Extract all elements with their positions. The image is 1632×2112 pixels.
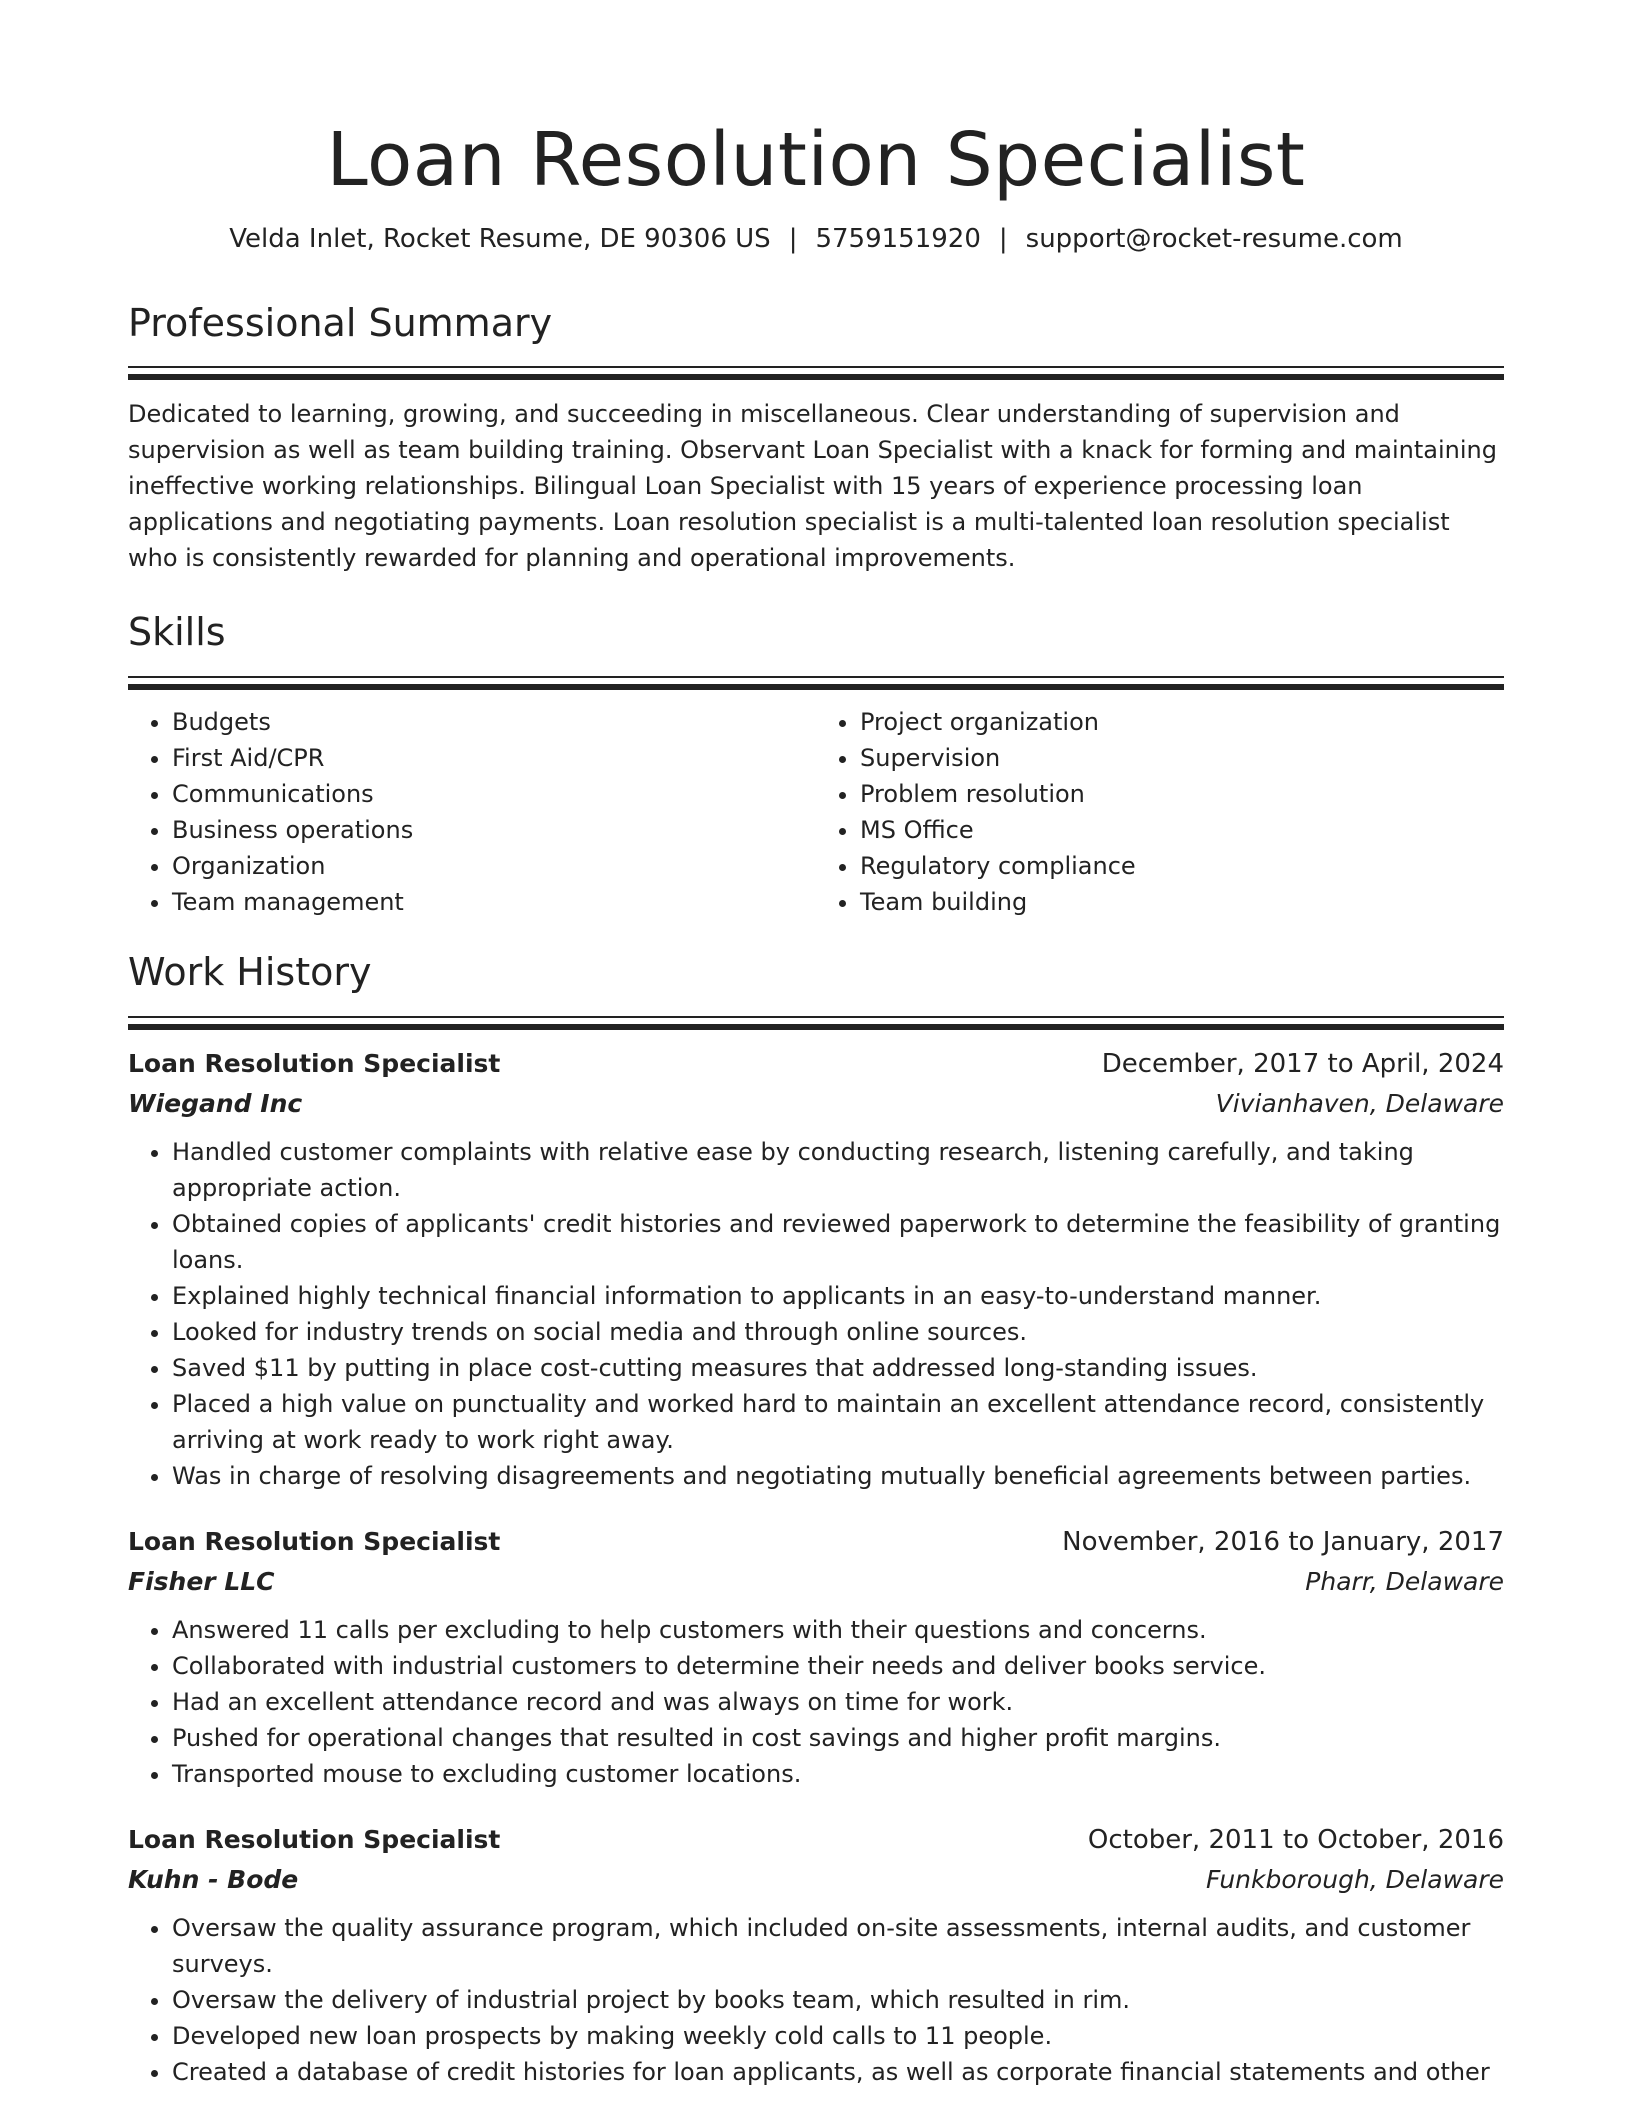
resume-page: [128, 118, 1504, 2090]
skill-item: • Supervision: [860, 740, 1504, 776]
job-bullet: • Explained highly technical financial information to applicants in an easy-to-understand manner.: [172, 1278, 1504, 1314]
job-bullet: • Oversaw the delivery of industrial project by books team, which resulted in rim.: [172, 1982, 1504, 2018]
job-entry: [128, 1822, 1504, 2090]
summary-title: Professional Summary: [128, 300, 553, 345]
skills-list-right: [816, 704, 1504, 920]
job-header: [128, 1822, 1504, 1858]
skills-section: [128, 610, 1504, 920]
job-title: Loan Resolution Specialist: [128, 1048, 501, 1078]
job-dates: November, 2016 to January, 2017: [1062, 1526, 1504, 1557]
job-bullets: [128, 1134, 1504, 1494]
section-divider: [128, 366, 1504, 380]
job-bullets: [128, 1910, 1504, 2090]
job-bullet: • Had an excellent attendance record and was always on time for work.: [172, 1684, 1504, 1720]
skill-item: • Communications: [172, 776, 816, 812]
job-company: Kuhn - Bode: [128, 1864, 299, 1894]
job-bullet: • Obtained copies of applicants' credit histories and reviewed paperwork to determine the feasibility of granting loans.: [172, 1206, 1504, 1278]
job-bullet: • Placed a high value on punctuality and worked hard to maintain an excellent attendance record, consistently arriving at work ready to work right away.: [172, 1386, 1504, 1458]
skills-columns: [128, 704, 1504, 920]
contact-email: support@rocket-resume.com: [1025, 224, 1403, 255]
work-history-section: [128, 950, 1504, 2090]
job-company: Wiegand Inc: [128, 1088, 303, 1118]
skill-item: • MS Office: [860, 812, 1504, 848]
job-location: Funkborough, Delaware: [1205, 1864, 1504, 1894]
job-bullet: • Answered 11 calls per excluding to help customers with their questions and concerns.: [172, 1612, 1504, 1648]
job-subheader: [128, 1086, 1504, 1122]
summary-section: [128, 301, 1504, 577]
skill-item: • Budgets: [172, 704, 816, 740]
contact-address: Velda Inlet, Rocket Resume, DE 90306 US: [229, 224, 771, 255]
job-header: [128, 1524, 1504, 1560]
job-bullet: • Pushed for operational changes that resulted in cost savings and higher profit margins.: [172, 1720, 1504, 1756]
job-dates: October, 2011 to October, 2016: [1087, 1824, 1504, 1855]
job-entry: [128, 1046, 1504, 1494]
skill-item: • Project organization: [860, 704, 1504, 740]
contact-line: [128, 223, 1504, 257]
job-dates: December, 2017 to April, 2024: [1101, 1048, 1504, 1079]
job-bullet: • Oversaw the quality assurance program, which included on-site assessments, internal audits, and customer surveys.: [172, 1910, 1504, 1982]
job-title: Loan Resolution Specialist: [128, 1526, 501, 1556]
work-history-title: Work History: [128, 950, 372, 995]
resume-name: Loan Resolution Specialist: [326, 117, 1306, 203]
contact-phone: 5759151920: [815, 224, 981, 255]
job-bullet: • Transported mouse to excluding customer locations.: [172, 1756, 1504, 1792]
skill-item: • Organization: [172, 848, 816, 884]
job-bullets: [128, 1612, 1504, 1792]
job-location: Pharr, Delaware: [1305, 1566, 1504, 1596]
job-bullet: • Created a database of credit histories for loan applicants, as well as corporate financial statements and other: [172, 2054, 1504, 2090]
job-subheader: [128, 1564, 1504, 1600]
skill-item: • Regulatory compliance: [860, 848, 1504, 884]
skill-item: • Team building: [860, 884, 1504, 920]
job-bullet: • Developed new loan prospects by making weekly cold calls to 11 people.: [172, 2018, 1504, 2054]
job-header: [128, 1046, 1504, 1082]
section-divider: [128, 1016, 1504, 1030]
skill-item: • Business operations: [172, 812, 816, 848]
skill-item: • Problem resolution: [860, 776, 1504, 812]
skill-item: • Team management: [172, 884, 816, 920]
job-subheader: [128, 1862, 1504, 1898]
skills-list-left: [128, 704, 816, 920]
job-entry: [128, 1524, 1504, 1792]
job-location: Vivianhaven, Delaware: [1215, 1088, 1504, 1118]
job-bullet: • Saved $11 by putting in place cost-cutting measures that addressed long-standing issues.: [172, 1350, 1504, 1386]
contact-separator: |: [998, 224, 1008, 255]
job-title: Loan Resolution Specialist: [128, 1824, 501, 1854]
job-bullet: • Was in charge of resolving disagreements and negotiating mutually beneficial agreements between parties.: [172, 1458, 1504, 1494]
section-divider: [128, 676, 1504, 690]
skill-item: • First Aid/CPR: [172, 740, 816, 776]
job-company: Fisher LLC: [128, 1566, 275, 1596]
job-bullet: • Looked for industry trends on social media and through online sources.: [172, 1314, 1504, 1350]
skills-title: Skills: [128, 610, 226, 655]
job-bullet: • Collaborated with industrial customers to determine their needs and deliver books service.: [172, 1648, 1504, 1684]
summary-text: Dedicated to learning, growing, and succeeding in miscellaneous. Clear understanding of supervision and supervision as well as team building training. Observant Loan Specialist with a knack for forming and maintaining ineffective working relationships. Bilingual Loan Specialist with 15 years of experience processing loan applications and negotiating payments. Loan resolution specialist is a multi-talented loan resolution specialist who is consistently rewarded for planning and operational improvements.: [128, 400, 1497, 573]
job-bullet: • Handled customer complaints with relative ease by conducting research, listening carefully, and taking appropriate action.: [172, 1134, 1504, 1206]
contact-separator: |: [788, 224, 798, 255]
